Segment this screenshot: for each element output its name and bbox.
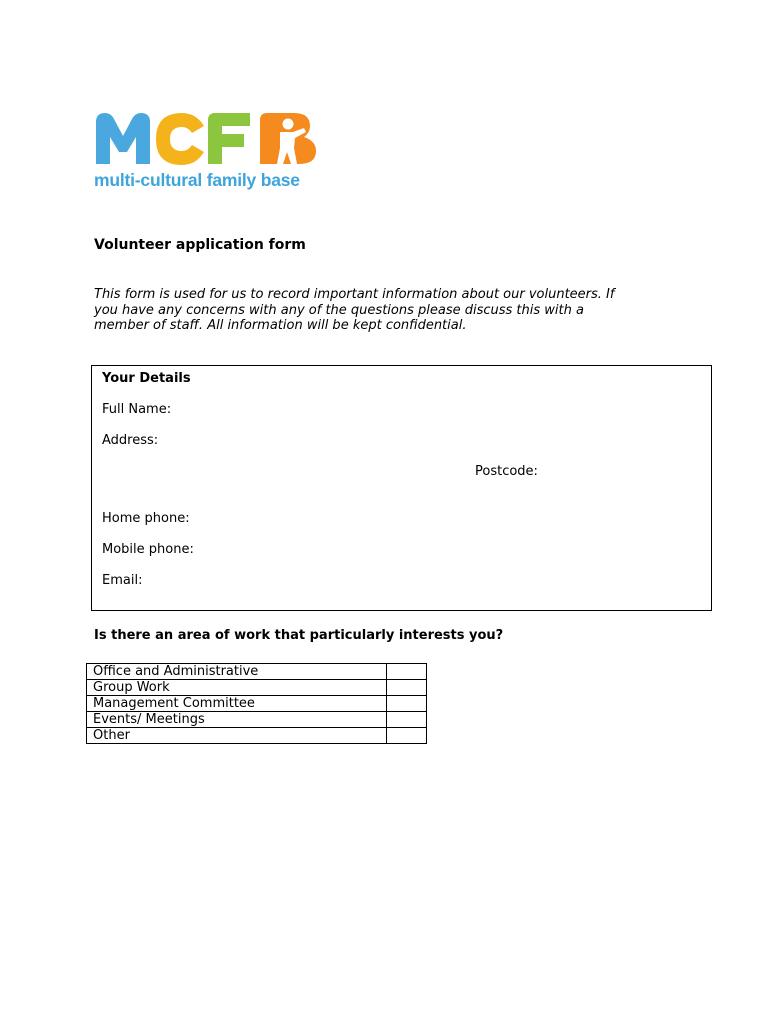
interest-option-label: Other xyxy=(87,728,387,744)
logo-letter-c xyxy=(156,113,204,165)
logo-subtitle: multi-cultural family base xyxy=(94,170,300,190)
full-name-field[interactable]: Full Name: xyxy=(102,402,172,417)
interest-option-checkbox[interactable] xyxy=(387,680,427,696)
interest-option-checkbox[interactable] xyxy=(387,712,427,728)
your-details-section xyxy=(91,365,712,611)
intro-line: you have any concerns with any of the questions please discuss this with a xyxy=(94,302,584,318)
logo-letter-f xyxy=(208,113,250,164)
mcfb-logo xyxy=(94,110,320,192)
intro-line: This form is used for us to record important information about our volunteers. If xyxy=(94,287,615,302)
table-row xyxy=(87,696,427,712)
intro-line: member of staff. All information will be kept confidential. xyxy=(94,318,467,334)
table-row xyxy=(87,728,427,744)
logo-letter-m xyxy=(96,113,150,164)
table-row xyxy=(87,712,427,728)
your-details-heading: Your Details xyxy=(102,371,191,386)
mcfb-logo-letters xyxy=(94,110,320,168)
interest-option-label: Group Work xyxy=(87,680,387,696)
interest-option-checkbox[interactable] xyxy=(387,728,427,744)
interest-table xyxy=(86,663,427,744)
form-title: Volunteer application form xyxy=(94,237,306,253)
interest-option-checkbox[interactable] xyxy=(387,696,427,712)
interest-option-label: Events/ Meetings xyxy=(87,712,387,728)
address-field[interactable]: Address: xyxy=(102,433,159,448)
postcode-field[interactable]: Postcode: xyxy=(475,464,538,479)
mobile-phone-field[interactable]: Mobile phone: xyxy=(102,542,194,557)
table-row xyxy=(87,680,427,696)
interest-option-label: Management Committee xyxy=(87,696,387,712)
email-field[interactable]: Email: xyxy=(102,573,143,588)
form-intro xyxy=(94,287,694,334)
table-row xyxy=(87,664,427,680)
interest-question: Is there an area of work that particularly interests you? xyxy=(94,628,504,643)
interest-option-label: Office and Administrative xyxy=(87,664,387,680)
home-phone-field[interactable]: Home phone: xyxy=(102,511,190,526)
interest-option-checkbox[interactable] xyxy=(387,664,427,680)
